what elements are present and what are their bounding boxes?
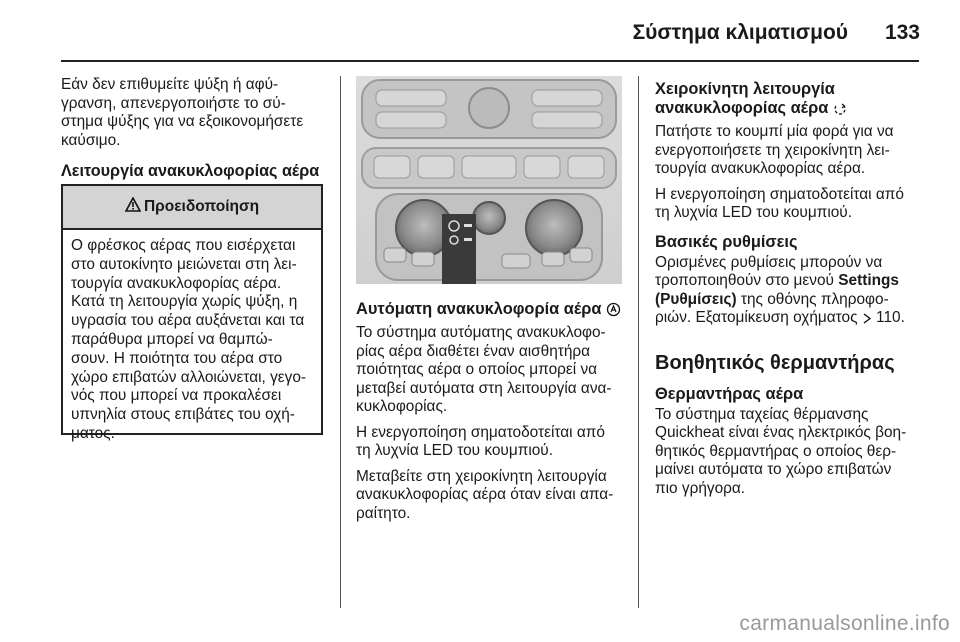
- recirculation-heading: Λειτουργία ανακυκλοφορίας αέρα: [61, 162, 320, 180]
- page-number: 133: [884, 21, 920, 44]
- auto-recirculation-heading: Αυτόματη ανακυκλοφορία αέρα: [356, 300, 636, 322]
- manual-recirculation-paragraph-1: Πατήστε το κουμπί μία φορά για να ενεργοποιήσετε τη χειροκίνητη λει- τουργία ανακυκλοφορίας αέρα.: [655, 123, 894, 177]
- intro-paragraph: Εάν δεν επιθυμείτε ψύξη ή αφύ- γρανση, απενεργοποιήστε το σύ- στημα ψύξης για να εξοικονομήσετε καύσιμο.: [61, 76, 304, 149]
- auto-recirculation-paragraph-2: Η ενεργοποίηση σηματοδοτείται από τη λυχνία LED του κουμπιού.: [356, 423, 605, 459]
- page-reference-link[interactable]: 110.: [876, 309, 905, 326]
- watermark: carmanualsonline.info: [739, 612, 950, 635]
- recirculation-icon: [833, 102, 847, 121]
- warning-box: [61, 184, 323, 442]
- column-divider-right: [638, 76, 639, 608]
- page-header: [0, 0, 960, 60]
- basic-settings-heading: Βασικές ρυθμίσεις: [655, 232, 798, 251]
- settings-menu-label: Settings: [838, 272, 899, 289]
- left-column: [61, 76, 331, 183]
- auto-recirculation-paragraph-1: Το σύστημα αυτόματης ανακυκλοφο- ρίας αέρα διαθέτει έναν αισθητήρα ποιότητας αέρα ο οποίος μπορεί να μεταβεί αυτόματα στη λειτουργία ανα- κυκλοφορίας.: [356, 324, 612, 415]
- manual-recirculation-heading: Χειροκίνητη λειτουργία ανακυκλοφορίας αέρα: [655, 80, 945, 121]
- header-rule: [61, 60, 919, 62]
- auto-recirculation-paragraph-3: Μεταβείτε στη χειροκίνητη λειτουργία ανακυκλοφορίας αέρα όταν είναι απα- ραίτητο.: [356, 467, 614, 522]
- warning-title: Προειδοποίηση: [143, 198, 260, 215]
- settings-menu-label-greek: (Ρυθμίσεις): [655, 290, 737, 308]
- air-heater-paragraph: Το σύστημα ταχείας θέρμανσης Quickheat είναι ένας ηλεκτρικός βοη- θητικός θερμαντήρας ο οποίος θερ- μαίνει αυτόματα το χώρο επιβατών πιο γρήγορα.: [655, 405, 907, 497]
- page-reference-icon: [862, 312, 872, 331]
- warning-body: Ο φρέσκος αέρας που εισέρχεται στο αυτοκίνητο μειώνεται στη λει- τουργία ανακυκλοφορίας αέρα. Κατά τη λειτουργία χωρίς ψύξη, η υγρασία του αέρα αυξάνεται και τα παράθυρα μπορεί να θαμπώ- σουν. Η ποιότητα του αέρα στο χώρο επιβατών αλλοιώνεται, γεγο- νός που μπορεί να προκαλέσει υπνηλία στους επιβάτες του οχή- ματος.: [71, 237, 307, 442]
- middle-column: [356, 300, 636, 530]
- climate-control-panel-photo: [356, 76, 622, 284]
- air-heater-heading: Θερμαντήρας αέρα: [655, 384, 804, 403]
- warning-triangle-icon: [125, 197, 141, 217]
- page-title: Σύστημα κλιματισμού: [632, 21, 848, 44]
- column-divider-left: [340, 76, 341, 608]
- right-column: [655, 80, 945, 505]
- basic-settings-paragraph: Ορισμένες ρυθμίσεις μπορούν να τροποποιηθούν στο μενού Settings (Ρυθμίσεις) της οθόνης πληροφο- ριών. Εξατομίκευση οχήματος 110.: [655, 254, 945, 331]
- manual-recirculation-paragraph-2: Η ενεργοποίηση σηματοδοτείται από τη λυχνία LED του κουμπιού.: [655, 185, 904, 221]
- auxiliary-heater-heading: Βοηθητικός θερμαντήρας: [655, 351, 895, 374]
- auto-recirculation-icon: [606, 302, 621, 322]
- warning-header: [63, 186, 321, 230]
